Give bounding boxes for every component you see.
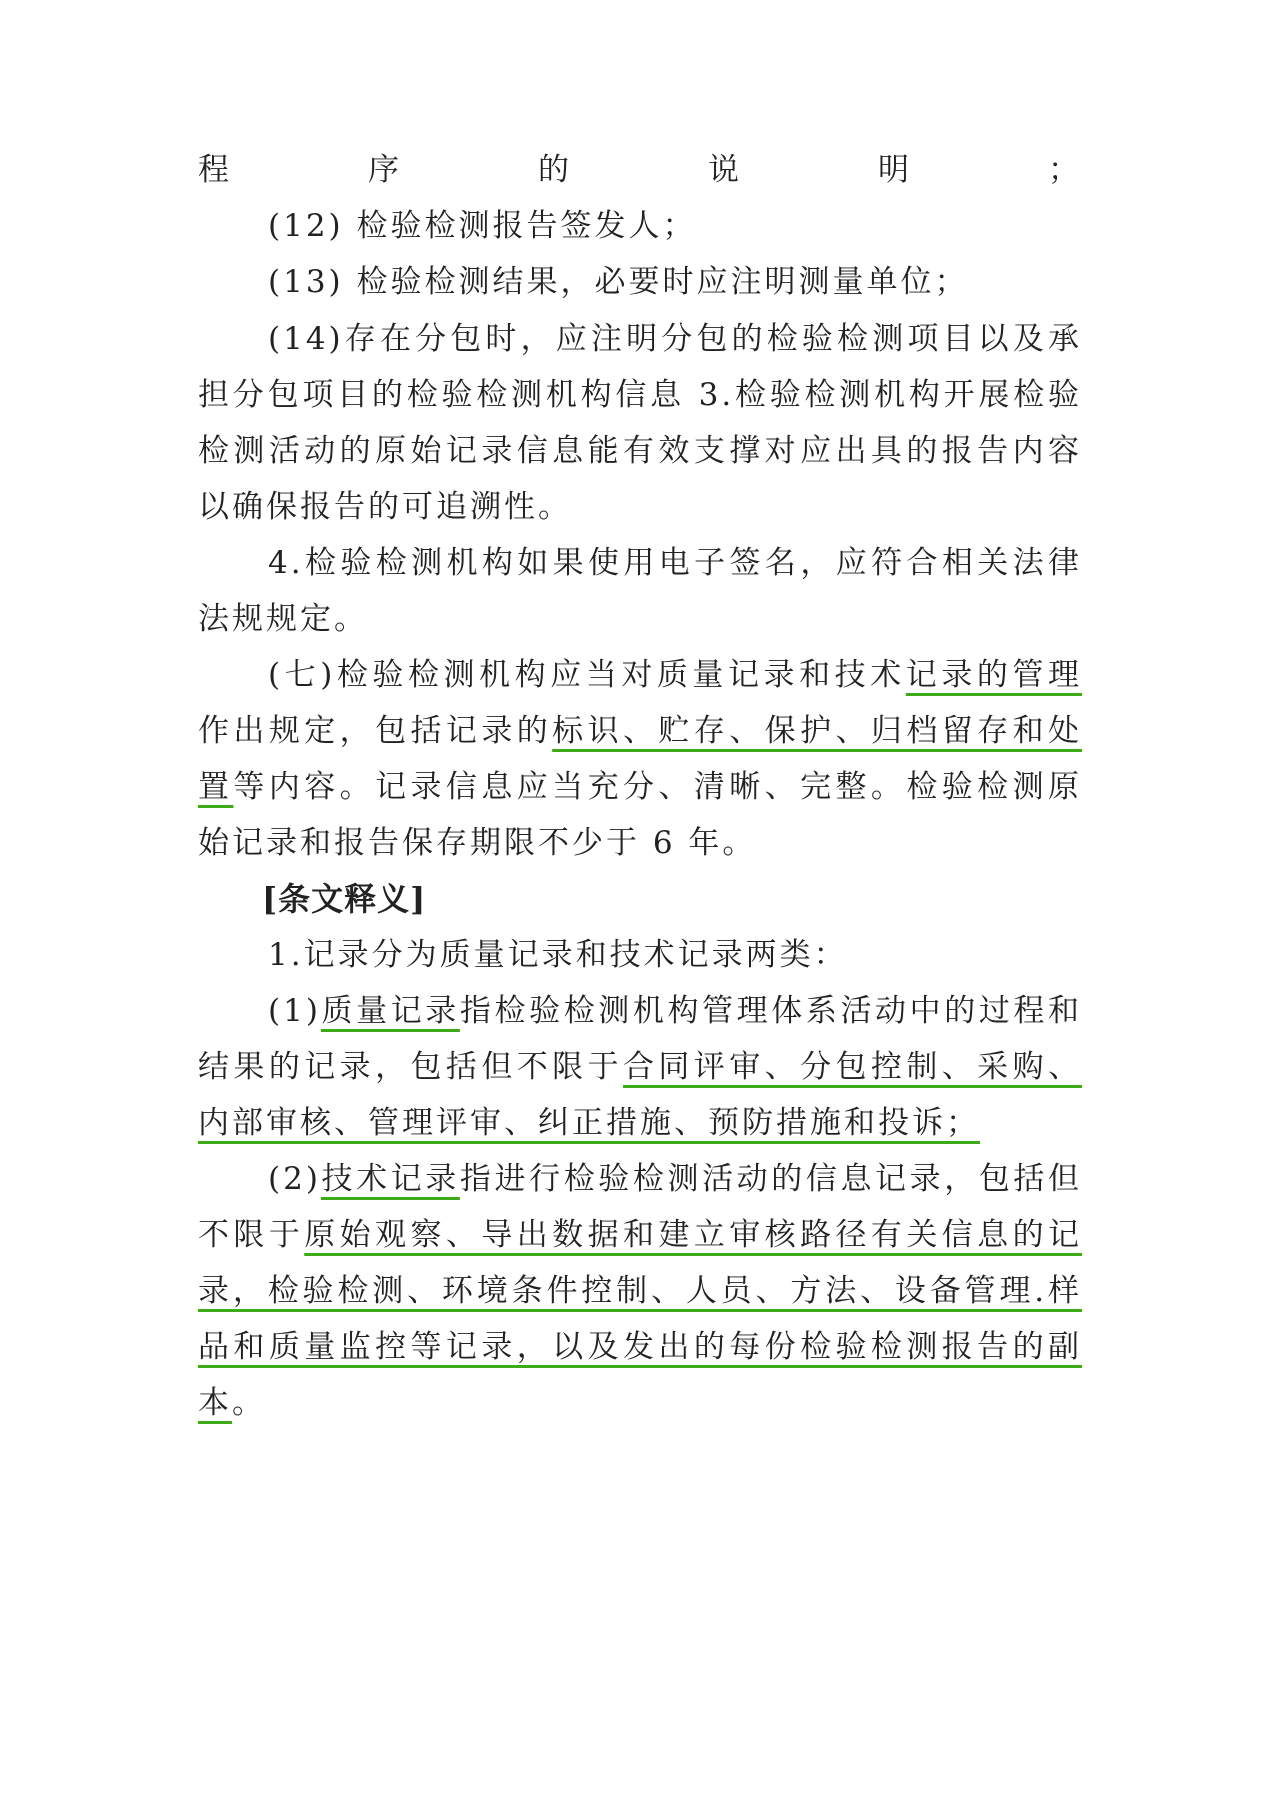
- highlighted-phrase: 品和质量监控等记录，以及发出的每份检验检测报告的副: [198, 1329, 1082, 1365]
- text-line: (七)检验检测机构应当对质量记录和技术记录的管理: [268, 657, 1083, 693]
- highlighted-phrase: 合同评审、分包控制、采购、: [623, 1049, 1082, 1085]
- highlighted-phrase: 内部审核、管理评审、纠正措施、预防措施和投诉；: [198, 1105, 980, 1141]
- highlighted-phrase: 原始观察、导出数据和建立审核路径有关信息的记: [304, 1217, 1082, 1253]
- text-line: 本。: [198, 1385, 266, 1421]
- text-line: (2)技术记录指进行检验检测活动的信息记录，包括但: [268, 1161, 1083, 1197]
- highlighted-phrase: 录，检验检测、环境条件控制、人员、方法、设备管理.样: [198, 1273, 1082, 1309]
- highlighted-phrase: 标识、贮存、保护、归档留存和处: [552, 713, 1083, 749]
- highlighted-phrase: 置: [198, 769, 234, 805]
- text-line: [198, 1325, 1082, 1369]
- highlighted-phrase: 本: [198, 1385, 232, 1421]
- highlighted-phrase: 质量记录: [320, 993, 460, 1029]
- highlighted-phrase: 记录的管理: [905, 657, 1083, 693]
- text-line: 以确保报告的可追溯性。: [198, 489, 572, 525]
- text-line: 作出规定，包括记录的标识、贮存、保护、归档留存和处: [198, 713, 1083, 749]
- text-line: 结果的记录，包括但不限于合同评审、分包控制、采购、: [198, 1049, 1082, 1085]
- text-line: 程序的说明；: [198, 152, 1082, 188]
- text-line: 检测活动的原始记录信息能有效支撑对应出具的报告内容: [198, 433, 1082, 469]
- text-line: 担分包项目的检验检测机构信息 3.检验检测机构开展检验: [198, 377, 1082, 413]
- text-line: 不限于原始观察、导出数据和建立审核路径有关信息的记: [198, 1217, 1082, 1253]
- text-line: [198, 1269, 1082, 1313]
- text-line: [198, 1101, 1082, 1145]
- text-line: (12) 检验检测报告签发人；: [268, 208, 697, 244]
- text-line: 1.记录分为质量记录和技术记录两类：: [268, 937, 848, 973]
- highlighted-phrase: 技术记录: [320, 1161, 460, 1197]
- text-line: 始记录和报告保存期限不少于 6 年。: [198, 825, 757, 861]
- text-line: 置等内容。记录信息应当充分、清晰、完整。检验检测原: [198, 769, 1083, 805]
- section-heading: [条文释义]: [262, 880, 427, 918]
- text-line: 4.检验检测机构如果使用电子签名，应符合相关法律: [268, 545, 1082, 581]
- text-line: (14)存在分包时，应注明分包的检验检测项目以及承: [268, 321, 1082, 357]
- text-line: 法规规定。: [198, 601, 368, 637]
- text-line: (1)质量记录指检验检测机构管理体系活动中的过程和: [268, 993, 1083, 1029]
- text-line: (13) 检验检测结果，必要时应注明测量单位；: [268, 264, 969, 300]
